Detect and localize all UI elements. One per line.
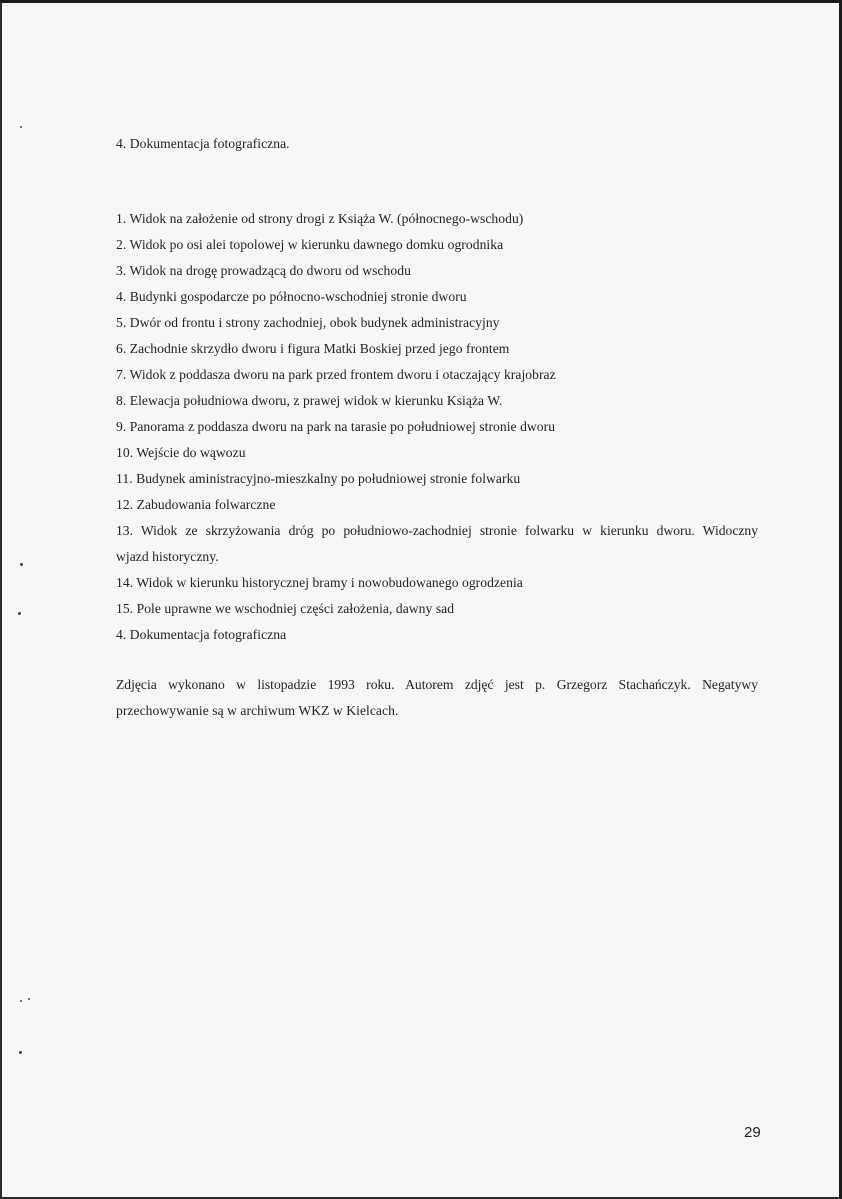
list-item: 8. Elewacja południowa dworu, z prawej widok w kierunku Książa W. bbox=[116, 393, 503, 408]
paragraph-line: przechowywanie są w archiwum WKZ w Kielcach. bbox=[116, 703, 399, 718]
list-item: 15. Pole uprawne we wschodniej części założenia, dawny sad bbox=[116, 601, 455, 616]
list-item: 13. Widok ze skrzyżowania dróg po południowo-zachodniej stronie folwarku w kierunku dworu. Widoczny bbox=[116, 523, 758, 538]
scan-speck bbox=[20, 563, 23, 566]
scan-speck bbox=[19, 1051, 22, 1054]
scan-speck bbox=[20, 126, 22, 128]
list-item: 5. Dwór od frontu i strony zachodniej, obok budynek administracyjny bbox=[116, 315, 500, 330]
page-number: 29 bbox=[744, 1124, 761, 1141]
list-item: 9. Panorama z poddasza dworu na park na tarasie po południowej stronie dworu bbox=[116, 419, 556, 434]
section-heading: 4. Dokumentacja fotograficzna. bbox=[116, 136, 290, 151]
list-item: 4. Dokumentacja fotograficzna bbox=[116, 627, 287, 642]
list-item: 7. Widok z poddasza dworu na park przed frontem dworu i otaczający krajobraz bbox=[116, 367, 556, 382]
list-item: 14. Widok w kierunku historycznej bramy i nowobudowanego ogrodzenia bbox=[116, 575, 523, 590]
list-item: 2. Widok po osi alei topolowej w kierunku dawnego domku ogrodnika bbox=[116, 237, 504, 252]
list-item: 6. Zachodnie skrzydło dworu i figura Matki Boskiej przed jego frontem bbox=[116, 341, 510, 356]
list-item-continuation: wjazd historyczny. bbox=[116, 549, 219, 564]
list-item: 1. Widok na założenie od strony drogi z Książa W. (północnego-wschodu) bbox=[116, 211, 524, 226]
scan-speck bbox=[18, 612, 21, 615]
list-item: 11. Budynek aministracyjno-mieszkalny po południowej stronie folwarku bbox=[116, 471, 521, 486]
list-item: 4. Budynki gospodarcze po północno-wschodniej stronie dworu bbox=[116, 289, 467, 304]
scan-speck bbox=[20, 1000, 22, 1002]
paragraph-line: Zdjęcia wykonano w listopadzie 1993 roku. Autorem zdjęć jest p. Grzegorz Stachańczyk. Negatywy bbox=[116, 677, 758, 692]
list-item: 10. Wejście do wąwozu bbox=[116, 445, 246, 460]
list-item: 12. Zabudowania folwarczne bbox=[116, 497, 276, 512]
scan-speck bbox=[28, 998, 30, 1000]
list-item: 3. Widok na drogę prowadzącą do dworu od wschodu bbox=[116, 263, 411, 278]
